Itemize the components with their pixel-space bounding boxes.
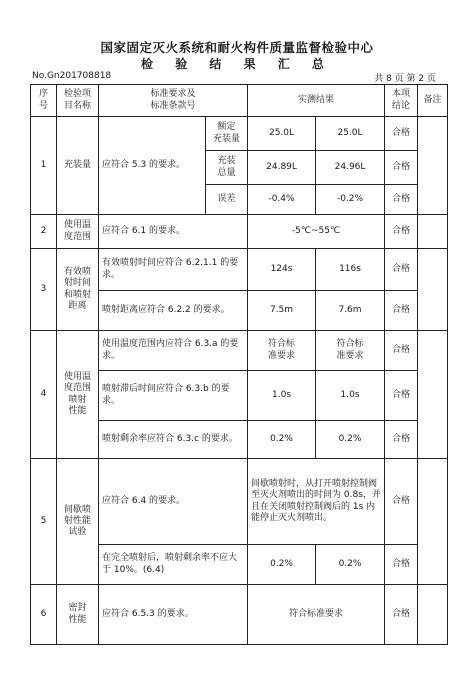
conclusion-cell: 合格 [385, 371, 418, 421]
sub-item-label: 充装 总量 [206, 151, 248, 185]
remark-cell [418, 459, 448, 585]
row-requirement: 使用温度范围内应符合 6.3.a 的要求。 [99, 331, 248, 371]
result-value: 25.0L [316, 117, 385, 151]
conclusion-cell: 合格 [385, 215, 418, 249]
doc-title: 检 验 结 果 汇 总 [141, 57, 333, 71]
result-value: 25.0L [248, 117, 316, 151]
report-number: No.Gn201708818 [32, 71, 112, 81]
remark-cell [418, 117, 448, 215]
page-info: 共 8 页 第 2 页 [374, 74, 436, 84]
conclusion-cell: 合格 [385, 249, 418, 291]
conclusion-cell: 合格 [385, 291, 418, 331]
org-title: 国家固定灭火系统和耐火构件质量监督检验中心 [100, 40, 374, 55]
result-value: 符合标 准要求 [316, 331, 385, 371]
col-header-seq: 序 号 [31, 85, 57, 117]
result-value: 0.2% [248, 545, 316, 585]
result-value: 24.89L [248, 151, 316, 185]
conclusion-cell: 合格 [385, 459, 418, 545]
table-row [31, 249, 448, 291]
result-value: 7.6m [316, 291, 385, 331]
row-requirement: 有效喷射时间应符合 6.2.1.1 的要求。 [99, 249, 248, 291]
remark-cell [418, 331, 448, 459]
row-seq: 4 [31, 331, 57, 459]
result-value: 符合标准要求 [248, 585, 385, 645]
col-header-conclusion: 本项 结论 [385, 85, 418, 117]
row-item: 使用温 度范围 喷射 性能 [57, 331, 99, 459]
conclusion-cell: 合格 [385, 151, 418, 185]
remark-cell [418, 585, 448, 645]
result-value: 符合标 准要求 [248, 331, 316, 371]
row-requirement: 喷射距离应符合 6.2.2 的要求。 [99, 291, 248, 331]
header-row [31, 85, 448, 117]
sub-item-label: 误差 [206, 185, 248, 215]
row-requirement: 喷射剩余率应符合 6.3.c 的要求。 [99, 421, 248, 459]
results-table [30, 84, 448, 645]
result-value: 1.0s [248, 371, 316, 421]
result-value: 7.5m [248, 291, 316, 331]
col-header-result: 实测结果 [248, 85, 385, 117]
result-value: 0.2% [316, 545, 385, 585]
row-item: 充装量 [57, 117, 99, 215]
conclusion-cell: 合格 [385, 585, 418, 645]
conclusion-cell: 合格 [385, 545, 418, 585]
table-row [31, 459, 448, 545]
row-seq: 2 [31, 215, 57, 249]
row-seq: 5 [31, 459, 57, 585]
result-value: -5℃~55℃ [248, 215, 385, 249]
result-value: 间歇喷射时，从打开喷射控制阀至灭火剂喷出的时间为 0.8s，并且在关闭喷射控制阀后的 1s 内能停止灭火剂喷出。 [248, 459, 385, 545]
result-value: -0.2% [316, 185, 385, 215]
row-requirement: 应符合 6.1 的要求。 [99, 215, 248, 249]
result-value: 0.2% [248, 421, 316, 459]
result-value: 24.96L [316, 151, 385, 185]
row-seq: 3 [31, 249, 57, 331]
table-row [31, 331, 448, 371]
row-seq: 6 [31, 585, 57, 645]
row-item: 有效喷 射时间 和喷射 距离 [57, 249, 99, 331]
row-requirement: 应符合 5.3 的要求。 [99, 117, 206, 215]
col-header-remark: 备注 [418, 85, 448, 117]
col-header-item: 检验项 目名称 [57, 85, 99, 117]
row-item: 间歇喷 射性能 试验 [57, 459, 99, 585]
row-item: 使用温 度范围 [57, 215, 99, 249]
result-value: 1.0s [316, 371, 385, 421]
conclusion-cell: 合格 [385, 117, 418, 151]
row-requirement: 应符合 6.5.3 的要求。 [99, 585, 248, 645]
result-value: 116s [316, 249, 385, 291]
remark-cell [418, 215, 448, 249]
table-row [31, 585, 448, 645]
result-value: 124s [248, 249, 316, 291]
row-item: 密封 性能 [57, 585, 99, 645]
conclusion-cell: 合格 [385, 185, 418, 215]
row-seq: 1 [31, 117, 57, 215]
row-requirement: 在完全喷射后，喷射剩余率不应大于 10%。(6.4) [99, 545, 248, 585]
conclusion-cell: 合格 [385, 421, 418, 459]
row-requirement: 喷射滞后时间应符合 6.3.b 的要求。 [99, 371, 248, 421]
row-requirement: 应符合 6.4 的要求。 [99, 459, 248, 545]
col-header-requirement: 标准要求及 标准条款号 [99, 85, 248, 117]
table-row [31, 215, 448, 249]
remark-cell [418, 249, 448, 331]
conclusion-cell: 合格 [385, 331, 418, 371]
sub-item-label: 额定 充装量 [206, 117, 248, 151]
result-value: 0.2% [316, 421, 385, 459]
result-value: -0.4% [248, 185, 316, 215]
table-row [31, 117, 448, 151]
